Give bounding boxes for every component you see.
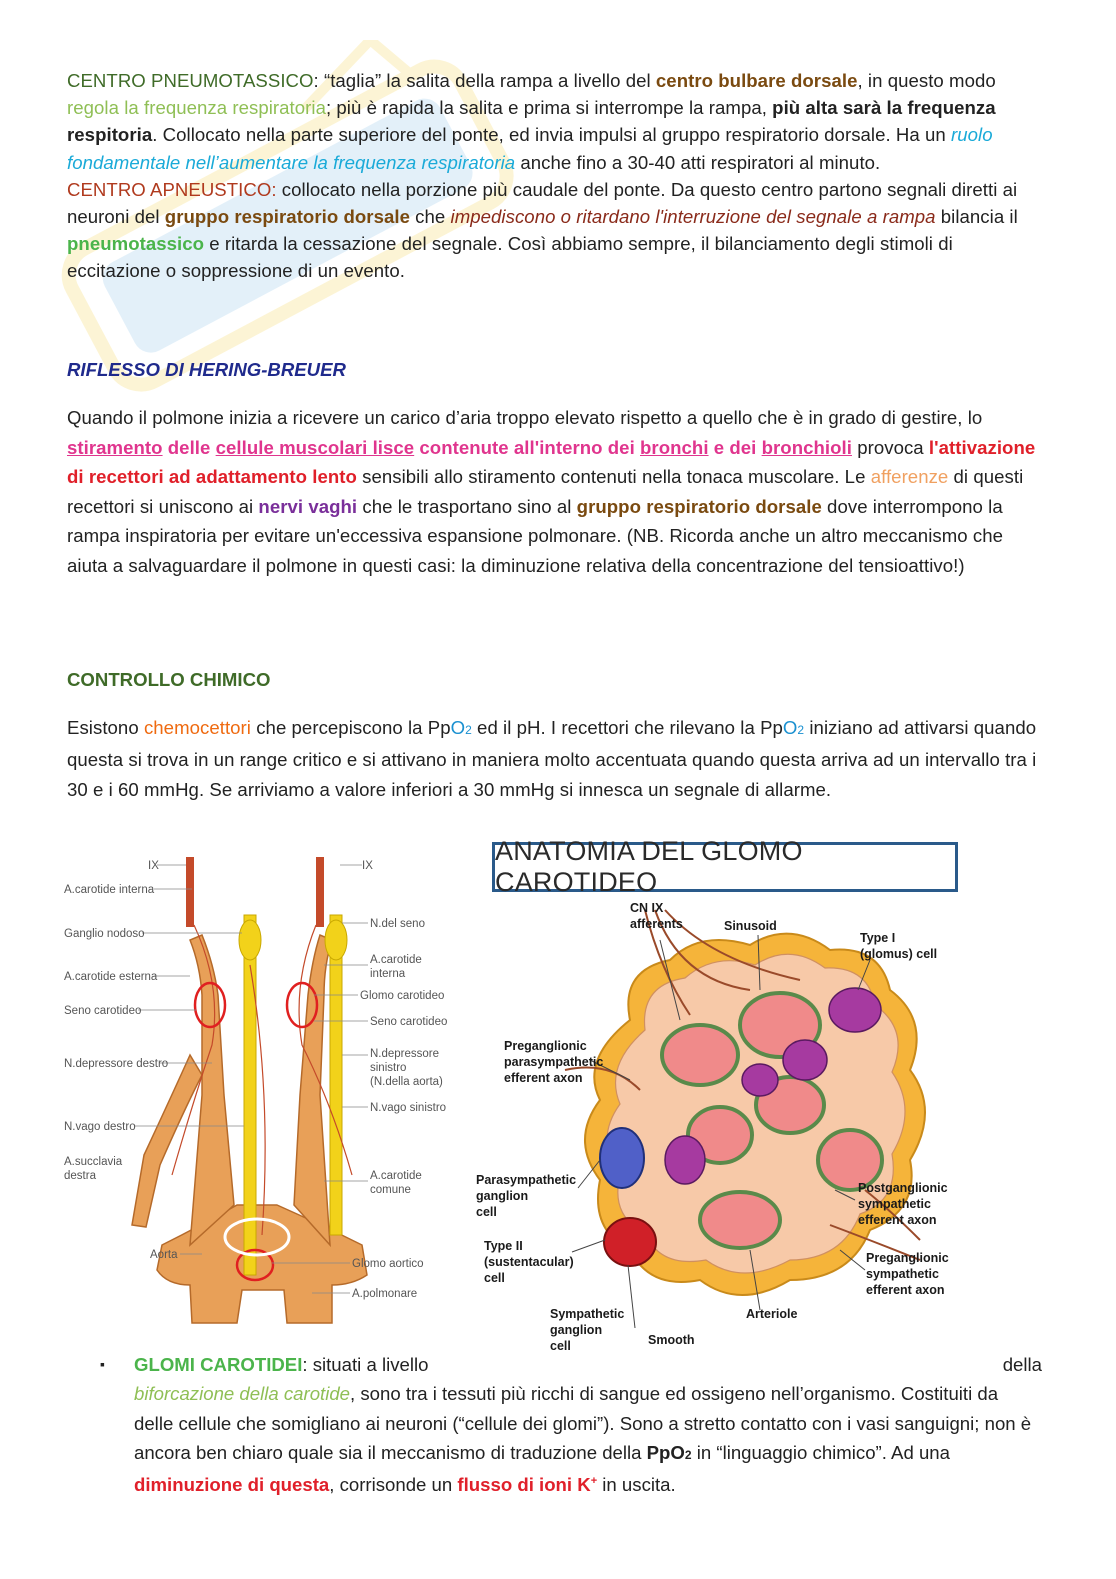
text-span: : “taglia” la salita della rampa a livello del <box>313 70 656 91</box>
k-flux-text: flusso di ioni K <box>457 1474 591 1496</box>
respiratory-centers-text <box>67 67 1042 285</box>
highlight-pneumotaxic: pneumotassico <box>67 233 205 255</box>
apneustic-paragraph <box>67 176 1042 285</box>
subscript-2: 2 <box>684 1447 692 1462</box>
text-span: , in questo modo <box>857 70 996 91</box>
highlight-k-flux <box>457 1474 597 1495</box>
label-depressor-left-1: N.depressore <box>370 1048 440 1060</box>
label-symp-ganglion-3: cell <box>550 1339 571 1353</box>
text-span: di questi recettori si uniscono ai <box>67 466 1024 517</box>
label-carotid-internal-right-1: A.carotide <box>370 954 422 966</box>
text-span: che <box>409 206 451 228</box>
label-type-ii-3: cell <box>484 1271 505 1285</box>
label-vagus-right: N.vago destro <box>64 1121 136 1133</box>
figure-title: ANATOMIA DEL GLOMO CAROTIDEO <box>492 842 958 892</box>
highlight-fundamental-role: ruolo fondamentale nell’aumentare la frequenza respiratoria <box>67 124 993 173</box>
carotid-bodies-title: GLOMI CAROTIDEI <box>134 1354 303 1375</box>
label-sinusoid: Sinusoid <box>724 919 777 933</box>
label-para-ganglion-2: ganglion <box>476 1189 529 1203</box>
text-span: dove interrompono la rampa inspiratoria per evitare un'eccessiva espansione polmonare. (NB. Ricorda anche un altro meccanismo che aiuta a salvaguardare il polmone in questi casi: la diminuzione relativa della concentrazione del tensioattivo!) <box>67 495 1004 576</box>
text-span: della <box>1002 1354 1042 1375</box>
text-span: ed il pH. I recettori che rilevano la Pp <box>471 717 783 738</box>
highlight-chemoreceptors: chemocettori <box>143 717 251 738</box>
first-line <box>134 1350 1042 1379</box>
label-carotid-body: Glomo carotideo <box>360 990 445 1002</box>
text-span: delle <box>162 436 216 458</box>
chemical-control-heading: CONTROLLO CHIMICO <box>67 669 271 690</box>
text-span: anche fino a 30-40 atti respiratori al minuto. <box>515 151 881 173</box>
text-span: e dei <box>708 436 762 458</box>
o-letter: O <box>782 717 798 738</box>
label-pre-para-2: parasympathetic <box>504 1055 604 1069</box>
label-common-carotid-1: A.carotide <box>370 1170 422 1182</box>
label-postgang-3: efferent axon <box>858 1213 937 1227</box>
ppo-text: PpO <box>646 1441 685 1463</box>
highlight-afferents: afferenze <box>870 466 949 488</box>
highlight-dorsal-group-2: gruppo respiratorio dorsale <box>576 495 822 517</box>
label-sinus-nerve: N.del seno <box>370 918 425 930</box>
label-pre-symp-1: Preganglionic <box>866 1251 949 1265</box>
label-subclavian-2: destra <box>64 1170 96 1182</box>
highlight-prevent-interruption: impediscono o ritardano l'interruzione del segnale a rampa <box>450 206 936 228</box>
pneumotaxic-title: CENTRO PNEUMOTASSICO <box>67 70 314 91</box>
text-span: provoca <box>851 436 929 458</box>
text-span: , sono tra i tessuti più ricchi di sangue ed ossigeno nell’organismo. Costituiti da delle cellule che somigliano ai neuroni (“cellule dei glomi”). Sono a stretto contatto con i vasi sanguigni; non è ancora ben chiaro quale sia il meccanismo di traduzione della <box>134 1383 1032 1463</box>
label-postgang-2: sympathetic <box>858 1197 931 1211</box>
highlight-smooth-muscle: cellule muscolari lisce <box>215 436 415 458</box>
label-type-i: Type I <box>860 931 896 945</box>
text-span: : situati a livello <box>302 1354 429 1375</box>
text-span: contenute all'interno dei <box>414 436 641 458</box>
pneumotaxic-paragraph <box>67 67 1042 176</box>
label-symp-ganglion-1: Sympathetic <box>550 1307 625 1321</box>
carotid-body-figure <box>470 840 980 1355</box>
label-para-ganglion-1: Parasympathetic <box>476 1173 577 1187</box>
label-carotid-internal-right-2: interna <box>370 968 406 980</box>
carotid-bodies-paragraph <box>134 1350 1042 1499</box>
highlight-higher-rate: più alta sarà la frequenza respitoria <box>67 97 996 146</box>
label-depressor-left-3: (N.della aorta) <box>370 1076 443 1088</box>
label-arteriole: Arteriole <box>746 1307 798 1321</box>
label-vagus-left: N.vago sinistro <box>370 1102 447 1114</box>
label-subclavian-1: A.succlavia <box>64 1156 123 1168</box>
text-span: Quando il polmone inizia a ricevere un carico d’aria troppo elevato rispetto a quello che è in grado di gestire, lo <box>67 407 983 428</box>
highlight-bronchi: bronchi <box>640 436 709 458</box>
label-cn-ix: CN IX <box>630 901 664 915</box>
label-ix-right: IX <box>362 860 373 872</box>
label-carotid-sinus-left: Seno carotideo <box>64 1005 142 1017</box>
label-carotid-sinus-right: Seno carotideo <box>370 1016 448 1028</box>
text-span: che le trasportano sino al <box>357 495 577 517</box>
ppo2-label <box>647 1442 692 1463</box>
label-type-ii-1: Type II <box>484 1239 523 1253</box>
label-para-ganglion-3: cell <box>476 1205 497 1219</box>
highlight-bifurcation: biforcazione della carotide <box>134 1383 351 1405</box>
label-glomus-cell: (glomus) cell <box>860 947 938 961</box>
hering-breuer-paragraph <box>67 403 1042 581</box>
text-span: bilancia il <box>935 206 1018 228</box>
hering-breuer-heading: RIFLESSO DI HERING-BREUER <box>67 359 346 380</box>
label-pre-para-1: Preganglionic <box>504 1039 587 1053</box>
o2-label <box>451 717 472 738</box>
label-pre-symp-2: sympathetic <box>866 1267 939 1281</box>
text-span: , corrisonde un <box>329 1474 458 1496</box>
text-span: in “linguaggio chimico”. Ad una <box>691 1441 950 1463</box>
text-span: che percepiscono la Pp <box>250 717 451 738</box>
label-depressor-left-2: sinistro <box>370 1062 407 1074</box>
carotid-anatomy-figure <box>62 845 462 1330</box>
chemical-control-paragraph <box>67 713 1042 804</box>
label-nodose-ganglion: Ganglio nodoso <box>64 928 145 940</box>
text-span: e ritarda la cessazione del segnale. Così abbiamo sempre, il bilanciamento degli stimoli di eccitazione o soppressione di un evento. <box>67 233 953 282</box>
highlight-bronchioles: bronchioli <box>761 436 852 458</box>
highlight-decrease: diminuzione di questa <box>134 1474 330 1496</box>
superscript-plus: + <box>590 1475 598 1487</box>
bullet-icon: ▪ <box>100 1356 105 1372</box>
label-common-carotid-2: comune <box>370 1184 411 1196</box>
apneustic-title: CENTRO APNEUSTICO: <box>67 178 277 200</box>
text-span: collocato nella porzione più caudale del ponte. Da questo centro partono segnali diretti ai neuroni del <box>67 178 1018 228</box>
label-depressor-right: N.depressore destro <box>64 1058 169 1070</box>
label-pulmonary-artery: A.polmonare <box>352 1288 418 1300</box>
label-aortic-body: Glomo aortico <box>352 1258 424 1270</box>
label-pre-para-3: efferent axon <box>504 1071 583 1085</box>
text-span: sensibili allo stiramento contenuti nella tonaca muscolare. Le <box>356 466 871 488</box>
subscript-2: 2 <box>465 723 472 737</box>
highlight-dorsal-group: gruppo respiratorio dorsale <box>164 206 410 228</box>
highlight-vagus-nerves: nervi vaghi <box>258 495 358 517</box>
highlight-stretch: stiramento <box>67 436 163 458</box>
label-carotid-internal-left: A.carotide interna <box>64 884 155 896</box>
text-span: ; più è rapida la salita e prima si interrompe la rampa, <box>325 97 773 119</box>
label-aorta: Aorta <box>150 1249 178 1261</box>
text-span: in uscita. <box>597 1474 676 1496</box>
highlight-receptor-activation: l'attivazione di recettori ad adattamento lento <box>67 436 1036 488</box>
label-smooth: Smooth <box>648 1333 695 1347</box>
highlight-regulates-rate: regola la frequenza respiratoria <box>67 97 326 119</box>
label-afferents: afferents <box>630 917 683 931</box>
text-span: iniziano ad attivarsi quando questa si trova in un range critico e si attivano in maniera molto accentuata quando questa arriva ad un intervallo tra i 30 e i 60 mmHg. Se arriviamo a valore inferiori a 30 mmHg si innesca un segnale di allarme. <box>67 717 1037 800</box>
o-letter: O <box>450 717 466 738</box>
label-postgang-1: Postganglionic <box>858 1181 948 1195</box>
highlight-dorsal-bulbar-center: centro bulbare dorsale <box>655 70 858 91</box>
o2-label <box>783 717 804 738</box>
text-span: Esistono <box>67 717 144 738</box>
label-symp-ganglion-2: ganglion <box>550 1323 603 1337</box>
text-span: . Collocato nella parte superiore del ponte, ed invia impulsi al gruppo respiratorio dorsale. Ha un <box>152 124 952 146</box>
label-pre-symp-3: efferent axon <box>866 1283 945 1297</box>
label-ix-left: IX <box>148 860 159 872</box>
subscript-2: 2 <box>797 723 805 737</box>
label-type-ii-2: (sustentacular) <box>484 1255 574 1269</box>
label-carotid-external: A.carotide esterna <box>64 971 158 983</box>
